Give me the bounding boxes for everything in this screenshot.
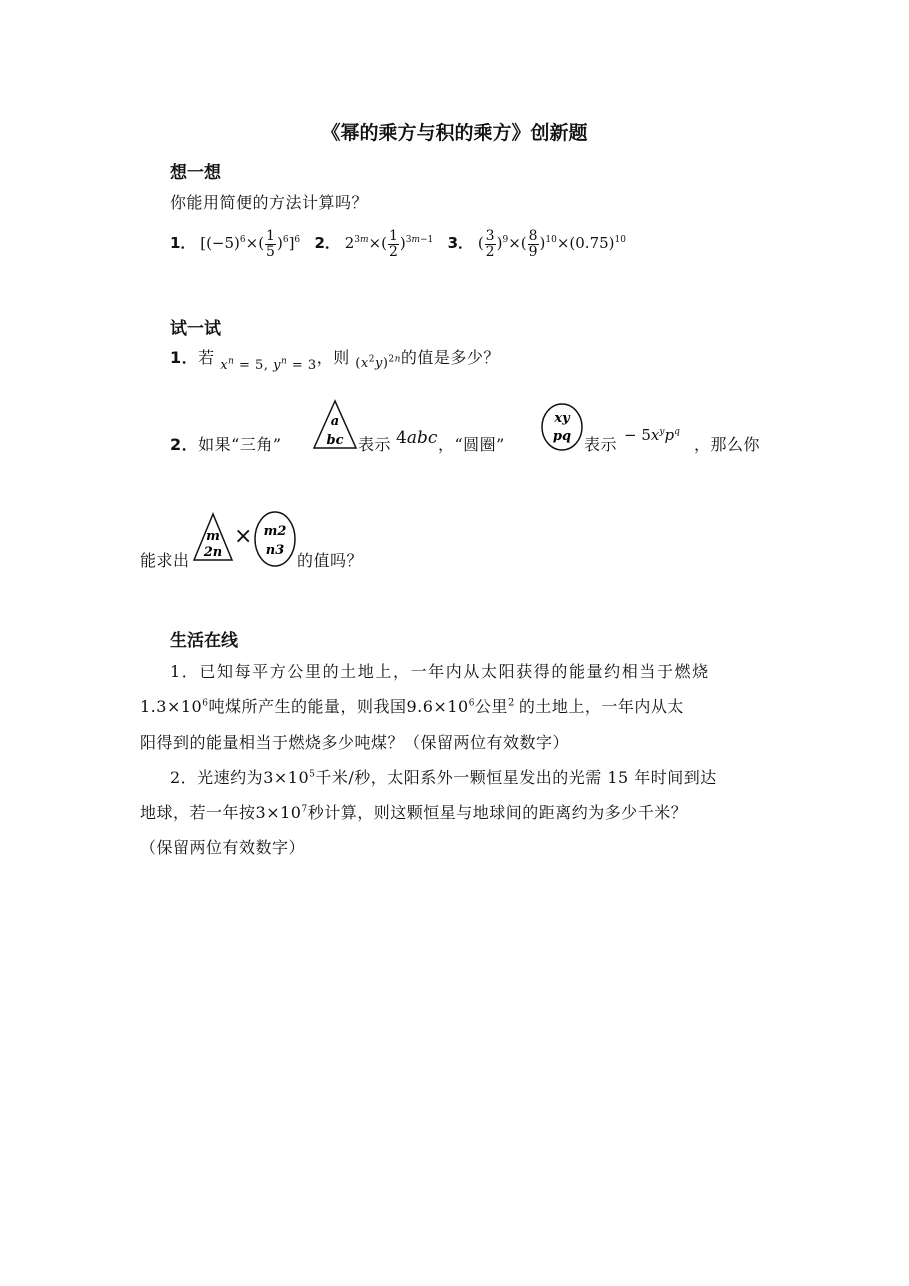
life-p1-l2b: 公里 xyxy=(474,697,508,716)
try-q2-circle-intro: ，“圆圈” xyxy=(438,435,505,454)
try-q1-expression: (x2y)2n xyxy=(355,354,401,371)
life-p1-line1: 1．已知每平方公里的土地上，一年内从太阳获得的能量约相当于燃烧 xyxy=(170,662,710,681)
formula-1: [$(-5)^6\times$( $\frac{1}{5}$ )$^6$]$^6$ xyxy=(200,227,301,260)
try-q1-number: 1． xyxy=(170,348,199,367)
triangle1-top-label: a xyxy=(330,414,340,429)
section1-formulas xyxy=(170,226,626,266)
try-q2-line2-post: 的值吗？ xyxy=(297,551,364,570)
life-p1-l2a: 吨煤所产生的能量，则我国 xyxy=(208,697,407,716)
item-number-2: 2． xyxy=(314,234,340,252)
try-q1-pre: 若 xyxy=(198,348,215,367)
try-q2-number-and-pre xyxy=(170,432,282,455)
circle2-bottom-label: n3 xyxy=(265,543,285,558)
section-heading-think: 想一想 xyxy=(170,163,221,183)
try-q1-mid: ，则 xyxy=(316,348,350,367)
try-q2-number: 2． xyxy=(170,435,199,454)
life-p2-l1a: 2．光速约为 xyxy=(170,768,264,787)
times-sign: × xyxy=(234,524,253,549)
triangle-figure-m2n xyxy=(192,512,234,562)
try-q1-post: 的值是多少？ xyxy=(400,348,500,367)
triangle2-top-label: m xyxy=(206,529,220,544)
section-heading-life: 生活在线 xyxy=(170,631,238,651)
seconds-per-year: $3\times 10^7$ xyxy=(255,803,308,822)
section-heading-try: 试一试 xyxy=(170,319,221,339)
life-p1-line2: $1.3\times 10^6$吨煤所产生的能量，则我国$9.6\times 10^6$公里$^2$ 的土地上，一年内从太 xyxy=(140,697,684,716)
coal-amount: $1.3\times 10^6$ xyxy=(140,697,209,716)
triangle1-bottom-label: bc xyxy=(326,433,344,448)
item-number-3: 3． xyxy=(447,234,474,252)
try-q2-represents-2: 表示 xyxy=(584,435,618,454)
triangle2-bottom-label: 2n xyxy=(203,545,223,560)
formula-3: ( $\frac{3}{2}$ )$^9$×( $\frac{8}{9}$ )$^{10}\times(0.75)^{10}$ xyxy=(477,227,626,260)
circle-meaning: − $5x^yp^q$ xyxy=(624,426,680,444)
life-p2-line3: （保留两位有效数字） xyxy=(140,838,306,857)
life-p2-l2a: 地球，若一年按 xyxy=(140,803,256,822)
triangle-meaning: 4abc xyxy=(396,428,438,448)
life-p2-line1 xyxy=(170,765,717,788)
life-p1-l2c: 的土地上，一年内从太 xyxy=(518,697,684,716)
formula-2: $2^{3m}\times$( $\frac{1}{2}$ )$^{3m-1}$ xyxy=(344,227,434,260)
try-q2-pre: 如果“三角” xyxy=(198,435,282,454)
circle2-top-label: m2 xyxy=(263,524,287,539)
try-q2-represents-1: 表示 xyxy=(358,435,392,454)
triangle-figure-abc xyxy=(312,399,358,451)
life-p2-l1b: 千米/秒，太阳系外一颗恒星发出的光需 15 年时间到达 xyxy=(315,768,717,787)
try-q1-condition: xn = 5, yn = 3 xyxy=(220,356,317,373)
life-p2-l2b: 秒计算，则这颗恒星与地球间的距离约为多少千米？ xyxy=(307,803,688,822)
china-area: $9.6\times 10^6$ xyxy=(406,697,475,716)
circle-figure-m2n3 xyxy=(253,510,297,568)
section1-question: 你能用简便的方法计算吗？ xyxy=(170,193,369,212)
page-title: 《幂的乘方与积的乘方》创新题 xyxy=(321,122,588,144)
circle1-top-label: xy xyxy=(554,411,570,426)
try-q2-line2-pre: 能求出 xyxy=(140,551,190,570)
circle-figure-xypq xyxy=(540,402,584,452)
item-number-1: 1． xyxy=(170,234,196,252)
try-question-1 xyxy=(170,346,500,372)
life-p1-line3: 阳得到的能量相当于燃烧多少吨煤？（保留两位有效数字） xyxy=(140,733,570,752)
life-p2-line2 xyxy=(140,800,687,823)
light-speed: $3\times 10^5$ xyxy=(263,768,316,787)
try-q2-post: ，那么你 xyxy=(694,435,761,454)
circle1-bottom-label: pq xyxy=(552,429,572,444)
